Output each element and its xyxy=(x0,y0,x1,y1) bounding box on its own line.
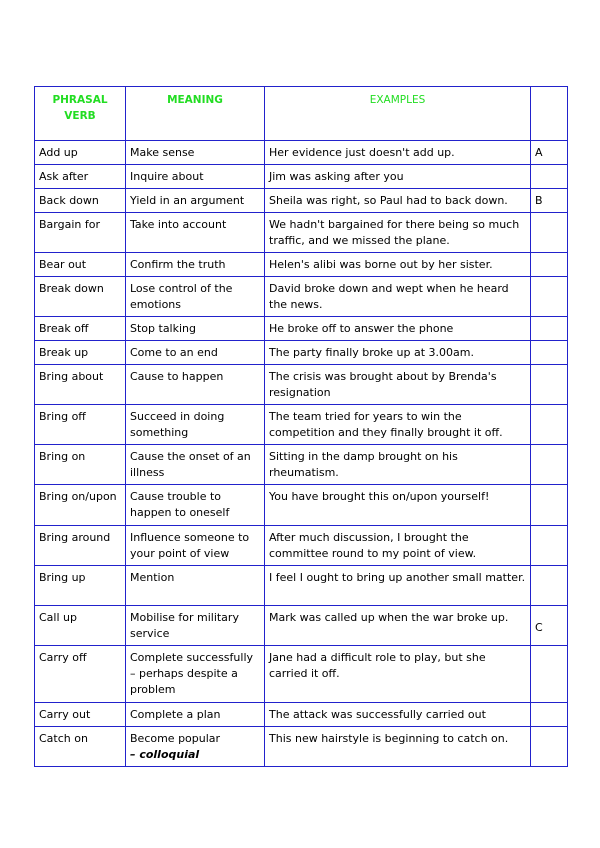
example-cell xyxy=(265,213,531,253)
meaning-cell-text: Stop talking xyxy=(130,322,196,335)
table-row xyxy=(35,526,568,566)
example-cell-text: We hadn't bargained for there being so much traffic, and we missed the plane. xyxy=(269,218,520,247)
example-cell-text: Mark was called up when the war broke up. xyxy=(269,611,509,624)
table-row xyxy=(35,277,568,317)
verb-cell xyxy=(35,189,126,213)
example-cell xyxy=(265,253,531,277)
verb-cell xyxy=(35,277,126,317)
example-cell-text: I feel I ought to bring up another small matter. xyxy=(269,571,526,584)
mark-cell xyxy=(531,703,568,727)
verb-cell xyxy=(35,526,126,566)
table-row xyxy=(35,317,568,341)
mark-cell xyxy=(531,317,568,341)
verb-cell-text: Back down xyxy=(39,194,99,207)
verb-cell-text: Carry out xyxy=(39,708,91,721)
verb-cell-text: Call up xyxy=(39,611,77,624)
example-cell-text: He broke off to answer the phone xyxy=(269,322,454,335)
example-cell xyxy=(265,526,531,566)
example-cell-text: Jane had a difficult role to play, but she carried it off. xyxy=(269,651,486,680)
verb-cell-text: Break off xyxy=(39,322,89,335)
verb-cell-text: Break down xyxy=(39,282,104,295)
verb-cell-text: Bring up xyxy=(39,571,86,584)
header-row xyxy=(35,87,568,141)
table-row xyxy=(35,141,568,165)
mark-cell xyxy=(531,253,568,277)
verb-cell-text: Bear out xyxy=(39,258,87,271)
verb-cell-text: Carry off xyxy=(39,651,87,664)
mark-cell xyxy=(531,646,568,703)
mark-cell xyxy=(531,485,568,526)
table-row xyxy=(35,189,568,213)
mark-cell xyxy=(531,606,568,646)
meaning-cell xyxy=(126,526,265,566)
verb-cell xyxy=(35,646,126,703)
example-cell xyxy=(265,317,531,341)
table-row xyxy=(35,365,568,405)
verb-cell xyxy=(35,727,126,767)
verb-cell xyxy=(35,445,126,485)
example-cell-text: Her evidence just doesn't add up. xyxy=(269,146,455,159)
meaning-cell xyxy=(126,727,265,767)
meaning-cell-text: Confirm the truth xyxy=(130,258,226,271)
mark-cell xyxy=(531,341,568,365)
header-verb: PHRASAL VERB xyxy=(35,87,126,141)
meaning-note: – colloquial xyxy=(130,748,200,761)
meaning-cell xyxy=(126,445,265,485)
example-cell xyxy=(265,566,531,606)
table-row xyxy=(35,341,568,365)
table-body xyxy=(35,141,568,767)
table-row xyxy=(35,485,568,526)
meaning-cell-text: Come to an end xyxy=(130,346,218,359)
verb-cell xyxy=(35,485,126,526)
verb-cell xyxy=(35,703,126,727)
table-row xyxy=(35,165,568,189)
mark-cell xyxy=(531,213,568,253)
meaning-cell-text: Lose control of the emotions xyxy=(130,282,233,311)
example-cell xyxy=(265,141,531,165)
meaning-cell xyxy=(126,365,265,405)
mark-cell-text: B xyxy=(535,194,543,207)
verb-cell xyxy=(35,566,126,606)
mark-cell xyxy=(531,365,568,405)
verb-cell xyxy=(35,606,126,646)
meaning-cell-text: Mobilise for military service xyxy=(130,611,239,640)
meaning-cell xyxy=(126,165,265,189)
meaning-cell-text: Succeed in doing something xyxy=(130,410,225,439)
meaning-cell xyxy=(126,566,265,606)
meaning-cell-text: Cause trouble to happen to oneself xyxy=(130,490,230,519)
meaning-cell-text: Mention xyxy=(130,571,175,584)
mark-cell xyxy=(531,141,568,165)
meaning-cell xyxy=(126,189,265,213)
verb-cell-text: Bring about xyxy=(39,370,104,383)
meaning-cell-text: Cause to happen xyxy=(130,370,224,383)
example-cell-text: The party finally broke up at 3.00am. xyxy=(269,346,474,359)
example-cell xyxy=(265,341,531,365)
meaning-cell-text: Take into account xyxy=(130,218,227,231)
verb-cell xyxy=(35,405,126,445)
header-meaning: MEANING xyxy=(126,87,265,141)
example-cell xyxy=(265,606,531,646)
table-row xyxy=(35,253,568,277)
verb-cell-text: Add up xyxy=(39,146,78,159)
meaning-cell-text: Complete a plan xyxy=(130,708,221,721)
example-cell-text: The attack was successfully carried out xyxy=(269,708,486,721)
meaning-cell xyxy=(126,341,265,365)
mark-cell-text: A xyxy=(535,146,543,159)
table-row xyxy=(35,445,568,485)
header-examples: EXAMPLES xyxy=(265,87,531,141)
verb-cell-text: Bring on/upon xyxy=(39,490,117,503)
mark-cell xyxy=(531,526,568,566)
example-cell xyxy=(265,445,531,485)
mark-cell xyxy=(531,165,568,189)
verb-cell-text: Catch on xyxy=(39,732,88,745)
verb-cell xyxy=(35,253,126,277)
meaning-cell-text: Cause the onset of an illness xyxy=(130,450,251,479)
meaning-cell xyxy=(126,646,265,703)
verb-cell xyxy=(35,317,126,341)
meaning-cell xyxy=(126,277,265,317)
meaning-cell xyxy=(126,703,265,727)
example-cell xyxy=(265,165,531,189)
verb-cell-text: Ask after xyxy=(39,170,89,183)
mark-cell-text: C xyxy=(535,620,543,634)
mark-cell xyxy=(531,189,568,213)
example-cell-text: Helen's alibi was borne out by her sister. xyxy=(269,258,493,271)
table-row xyxy=(35,213,568,253)
meaning-cell xyxy=(126,485,265,526)
example-cell-text: You have brought this on/upon yourself! xyxy=(269,490,490,503)
example-cell-text: Jim was asking after you xyxy=(269,170,404,183)
example-cell-text: Sitting in the damp brought on his rheumatism. xyxy=(269,450,458,479)
example-cell xyxy=(265,189,531,213)
header-extra xyxy=(531,87,568,141)
table-row xyxy=(35,606,568,646)
example-cell xyxy=(265,727,531,767)
example-cell xyxy=(265,646,531,703)
example-cell-text: Sheila was right, so Paul had to back down. xyxy=(269,194,508,207)
mark-cell xyxy=(531,727,568,767)
example-cell-text: The crisis was brought about by Brenda's resignation xyxy=(269,370,497,399)
table-row xyxy=(35,405,568,445)
example-cell-text: David broke down and wept when he heard the news. xyxy=(269,282,509,311)
table-row xyxy=(35,727,568,767)
table-row xyxy=(35,703,568,727)
verb-cell-text: Bring around xyxy=(39,531,111,544)
example-cell-text: The team tried for years to win the competition and they finally brought it off. xyxy=(269,410,503,439)
example-cell-text: After much discussion, I brought the committee round to my point of view. xyxy=(269,531,477,560)
example-cell xyxy=(265,405,531,445)
meaning-cell-text: Complete successfully – perhaps despite a problem xyxy=(130,651,254,696)
verb-cell-text: Bring on xyxy=(39,450,86,463)
verb-cell xyxy=(35,165,126,189)
meaning-cell xyxy=(126,253,265,277)
example-cell xyxy=(265,485,531,526)
meaning-cell xyxy=(126,213,265,253)
example-cell xyxy=(265,703,531,727)
meaning-cell-text: Inquire about xyxy=(130,170,204,183)
mark-cell xyxy=(531,566,568,606)
verb-cell xyxy=(35,213,126,253)
meaning-cell xyxy=(126,317,265,341)
verb-cell xyxy=(35,365,126,405)
example-cell xyxy=(265,277,531,317)
verb-cell xyxy=(35,141,126,165)
phrasal-verb-table xyxy=(34,86,568,767)
mark-cell xyxy=(531,445,568,485)
verb-cell-text: Break up xyxy=(39,346,89,359)
mark-cell xyxy=(531,405,568,445)
meaning-cell-text: Become popular xyxy=(130,732,221,745)
meaning-cell-text: Yield in an argument xyxy=(130,194,245,207)
verb-cell xyxy=(35,341,126,365)
meaning-cell-text: Influence someone to your point of view xyxy=(130,531,250,560)
example-cell-text: This new hairstyle is beginning to catch on. xyxy=(269,732,509,745)
meaning-cell xyxy=(126,141,265,165)
meaning-cell-text: Make sense xyxy=(130,146,195,159)
verb-cell-text: Bring off xyxy=(39,410,86,423)
verb-cell-text: Bargain for xyxy=(39,218,100,231)
example-cell xyxy=(265,365,531,405)
table-row xyxy=(35,566,568,606)
table-row xyxy=(35,646,568,703)
meaning-cell xyxy=(126,405,265,445)
mark-cell xyxy=(531,277,568,317)
meaning-cell xyxy=(126,606,265,646)
